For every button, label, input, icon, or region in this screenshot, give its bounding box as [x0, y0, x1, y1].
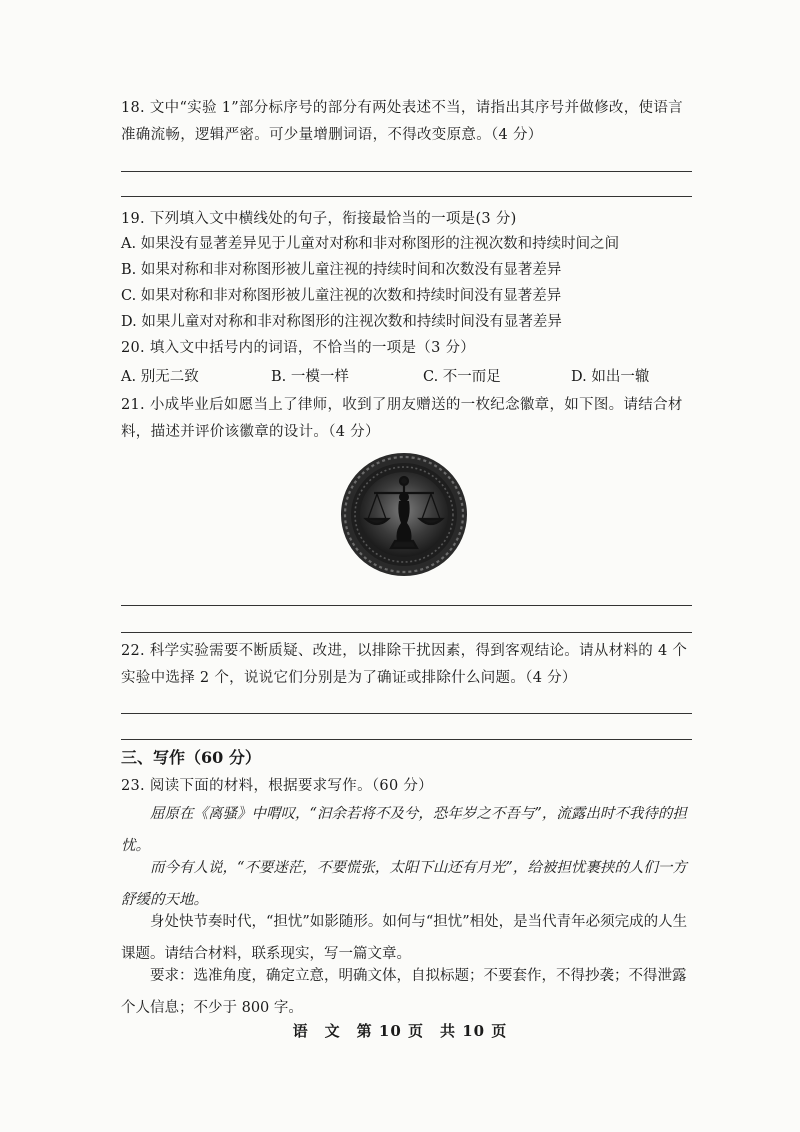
option-c: C. 不一而足	[423, 369, 501, 385]
option-d: D. 如果儿童对对称和非对称图形的注视次数和持续时间没有显著差异	[121, 314, 562, 330]
page-footer: 语 文 第 10 页 共 10 页	[292, 1022, 508, 1040]
answer-line	[121, 739, 692, 740]
requirements-paragraph: 要求：选准角度，确定立意，明确文体，自拟标题；不要套作，不得抄袭；不得泄露个人信息；不少于 800 字。	[121, 968, 687, 1016]
answer-line	[121, 605, 692, 606]
option-a: A. 别无二致	[121, 369, 199, 385]
option-c: C. 如果对称和非对称图形被儿童注视的次数和持续时间没有显著差异	[121, 288, 562, 304]
section-title: 三、写作（60 分）	[121, 748, 261, 767]
option-b: B. 一模一样	[271, 369, 349, 385]
question-22: 22. 科学实验需要不断质疑、改进，以排除干扰因素，得到客观结论。请从材料的 4 个实验中选择 2 个，说说它们分别是为了确证或排除什么问题。（4 分）	[121, 643, 688, 686]
material-paragraph-2: 而今有人说，“不要迷茫，不要慌张，太阳下山还有月光”，给被担忧裹挟的人们一方舒缓的天地。	[121, 860, 687, 908]
answer-line	[121, 171, 692, 172]
answer-line	[121, 713, 692, 714]
question-19-stem: 19. 下列填入文中横线处的句子，衔接最恰当的一项是(3 分)	[121, 211, 517, 227]
material-paragraph-1: 屈原在《离骚》中喟叹，“汩余若将不及兮，恐年岁之不吾与”，流露出时不我待的担忧。	[121, 806, 687, 854]
question-23-stem: 23. 阅读下面的材料，根据要求写作。（60 分）	[121, 778, 433, 794]
answer-line	[121, 196, 692, 197]
commemorative-badge-image	[339, 451, 469, 578]
option-a: A. 如果没有显著差异见于儿童对对称和非对称图形的注视次数和持续时间之间	[121, 236, 620, 252]
question-18: 18. 文中“实验 1”部分标序号的部分有两处表述不当，请指出其序号并做修改，使语言准确流畅，逻辑严密。可少量增删词语，不得改变原意。（4 分）	[121, 100, 683, 143]
option-b: B. 如果对称和非对称图形被儿童注视的持续时间和次数没有显著差异	[121, 262, 562, 278]
answer-line	[121, 632, 692, 633]
question-20-stem: 20. 填入文中括号内的词语，不恰当的一项是（3 分）	[121, 340, 476, 356]
material-paragraph-3: 身处快节奏时代，“担忧”如影随形。如何与“担忧”相处，是当代青年必须完成的人生课题。请结合材料，联系现实，写一篇文章。	[121, 914, 688, 962]
option-d: D. 如出一辙	[571, 369, 650, 385]
question-21: 21. 小成毕业后如愿当上了律师，收到了朋友赠送的一枚纪念徽章，如下图。请结合材料，描述并评价该徽章的设计。（4 分）	[121, 397, 683, 440]
